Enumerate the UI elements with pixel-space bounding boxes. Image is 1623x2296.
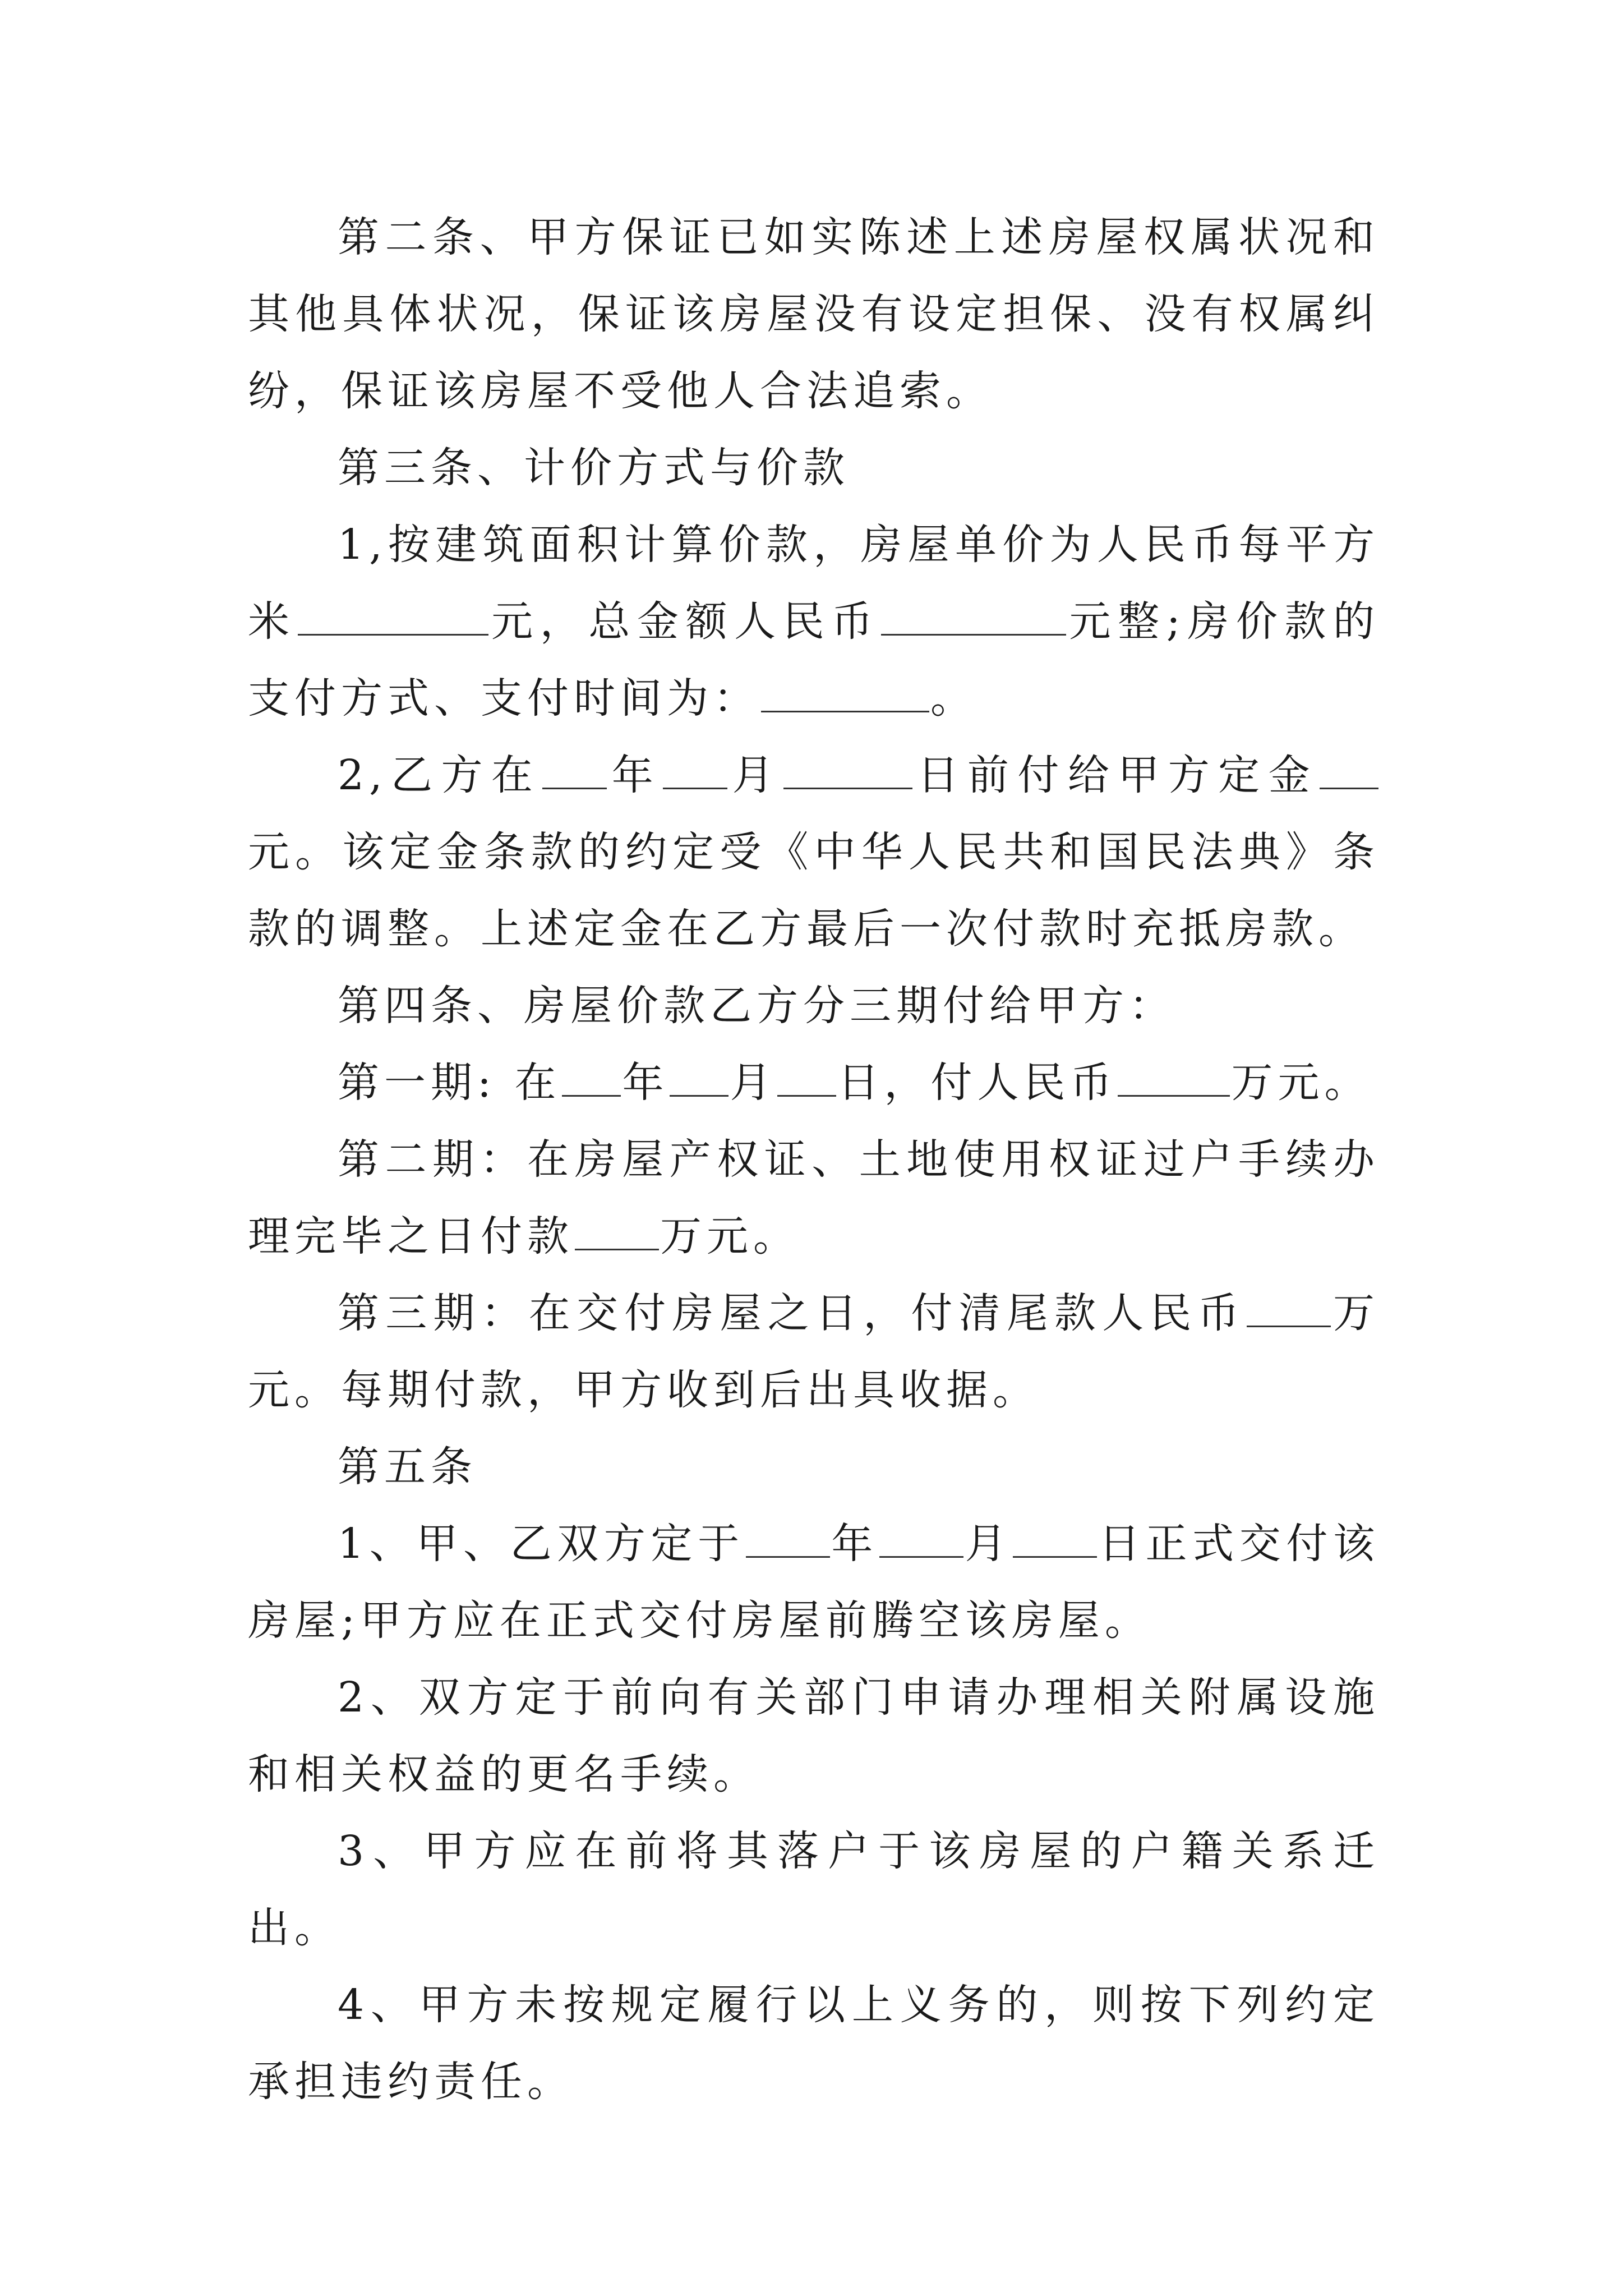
- payment-period-1: [248, 1045, 1380, 1121]
- deposit-year-blank: [542, 753, 607, 789]
- clause-text: 元。该定金条款的约定受《中华人民共和国民法典》条款的调整。上述定金在乙方最后一次付款时充抵房款。: [248, 828, 1380, 953]
- clause-text: 年: [608, 751, 662, 799]
- deposit-amount-blank: [1320, 753, 1378, 789]
- handover-day-blank: [1013, 1521, 1097, 1558]
- handover-year-blank: [746, 1521, 830, 1558]
- clause-text: 2,乙方在: [338, 751, 542, 799]
- period-1-amount-blank: [1118, 1060, 1230, 1097]
- clause-text: 第二期：在房屋产权证、土地使用权证过户手续办理完毕之日付款: [248, 1135, 1380, 1260]
- period-1-year-blank: [562, 1060, 621, 1097]
- payment-method-blank: [761, 676, 929, 712]
- clause-text: 月: [965, 1520, 1012, 1568]
- clause-text: 。: [930, 674, 977, 723]
- article-5-clause-3: 3、甲方应在前将其落户于该房屋的户籍关系迁出。: [248, 1827, 1380, 1952]
- period-1-month-blank: [670, 1060, 728, 1097]
- clause-text: 第一期: 在: [338, 1059, 561, 1107]
- handover-month-blank: [879, 1521, 963, 1558]
- clause-text: 万元。每期付款，甲方收到后出具收据。: [248, 1289, 1380, 1414]
- unit-price-blank: [298, 599, 488, 636]
- period-1-day-blank: [777, 1060, 836, 1097]
- clause-text: 日，付人民币: [837, 1059, 1117, 1107]
- contract-body: [248, 199, 1380, 2120]
- clause-text: 年: [622, 1059, 669, 1107]
- article-5-clause-4: 4、甲方未按规定履行以上义务的，则按下列约定承担违约责任。: [248, 1981, 1380, 2106]
- period-2-amount-blank: [575, 1214, 659, 1250]
- clause-text: 万元。: [1231, 1059, 1371, 1107]
- clause-text: 万元。: [660, 1212, 800, 1260]
- clause-text: 月: [728, 751, 783, 799]
- payment-period-3: [248, 1275, 1380, 1429]
- total-amount-blank: [881, 599, 1066, 636]
- article-3-clause-2: [248, 737, 1380, 968]
- clause-text: 1,按建筑面积计算价款，房屋单价为人民币每平方米: [248, 521, 1380, 646]
- clause-text: 1、甲、乙双方定于: [338, 1520, 745, 1568]
- article-5-clause-2: 2、双方定于前向有关部门申请办理相关附属设施和相关权益的更名手续。: [248, 1673, 1380, 1798]
- clause-text: 元整;房价款的支付方式、支付时间为：: [248, 597, 1380, 723]
- article-3-title: 第三条、计价方式与价款: [338, 444, 850, 492]
- clause-text: 年: [831, 1520, 878, 1568]
- deposit-month-blank: [663, 753, 727, 789]
- article-2-paragraph: 第二条、甲方保证已如实陈述上述房屋权属状况和其他具体状况，保证该房屋没有设定担保、没有权属纠纷，保证该房屋不受他人合法追索。: [248, 213, 1380, 415]
- clause-text: 第三期：在交付房屋之日，付清尾款人民币: [338, 1289, 1246, 1337]
- period-3-amount-blank: [1247, 1291, 1331, 1327]
- clause-text: 月: [730, 1059, 777, 1107]
- deposit-day-blank: [783, 753, 912, 789]
- clause-text: 日前付给甲方定金: [914, 751, 1319, 799]
- article-4-title: 第四条、房屋价款乙方分三期付给甲方：: [338, 982, 1175, 1030]
- article-5-title: 第五条: [338, 1443, 477, 1491]
- clause-text: 日正式交付该房屋;甲方应在正式交付房屋前腾空该房屋。: [248, 1520, 1380, 1645]
- payment-period-2: [248, 1121, 1380, 1275]
- article-3-clause-1: [248, 507, 1380, 737]
- article-5-clause-1: [248, 1506, 1380, 1659]
- clause-text: 元，总金额人民币: [489, 597, 880, 646]
